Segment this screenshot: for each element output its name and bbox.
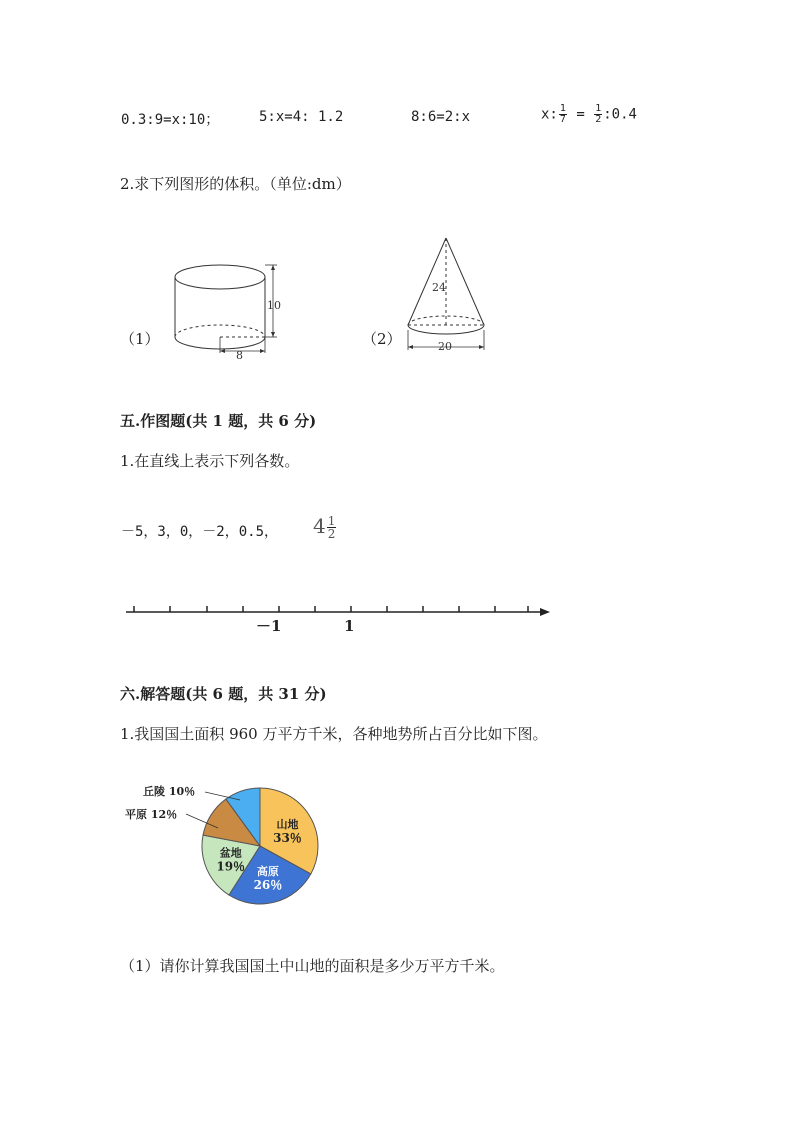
numbers-to-plot: －5，3，0，－2，0.5，	[121, 524, 279, 540]
mixed-number-whole: 4	[313, 514, 326, 538]
pie-label-value-0: 33％	[273, 830, 302, 845]
number-line-ticks	[134, 606, 528, 612]
mixed-number-fraction: $\frac{1}{2}$	[327, 514, 336, 541]
pie-label-name-2: 盆地	[219, 846, 242, 860]
number-line	[120, 600, 560, 640]
tick-label-neg1: －1	[256, 617, 282, 635]
ratio-problem-4	[541, 104, 637, 125]
figure-2-label: （2）	[362, 330, 402, 348]
cone-diameter-label: 20	[438, 340, 452, 353]
section-5-question-1: 1.在直线上表示下列各数。	[120, 452, 300, 470]
cylinder-height-label: 10	[267, 299, 281, 312]
pie-label-name-0: 山地	[276, 817, 299, 831]
pie-label-name-1: 高原	[256, 864, 279, 878]
ratio-problem-3: 8:6=2:x	[411, 109, 471, 125]
cone-figure	[400, 230, 495, 360]
ratio-problem-2: 5:x=4: 1.2	[259, 109, 344, 125]
fraction-one-half: $\frac{1}{2}$	[595, 103, 602, 125]
section-6-title: 六.解答题(共 6 题，共 31 分)	[120, 685, 327, 703]
cone-height-label: 24	[432, 281, 446, 294]
ratio-problem-4-equals: =	[567, 106, 594, 123]
pie-label-value-2: 19％	[216, 859, 246, 874]
ratio-problem-1: 0.3:9=x:10；	[121, 112, 220, 128]
terrain-pie-chart	[100, 770, 360, 920]
section-6-question-1: 1.我国国土面积 960 万平方千米，各种地势所占百分比如下图。	[120, 725, 548, 743]
cylinder-figure	[165, 255, 290, 365]
ratio-problem-4-prefix: x:	[541, 106, 558, 123]
cylinder-radius-label: 8	[236, 349, 243, 362]
fraction-one-seventh: $\frac{1}{7}$	[559, 103, 566, 125]
pie-label-value-1: 26％	[253, 877, 283, 892]
figure-1-label: （1）	[120, 330, 160, 348]
ratio-problem-4-suffix: :0.4	[603, 106, 637, 123]
tick-label-pos1: 1	[344, 617, 355, 635]
mixed-number	[313, 514, 337, 540]
section-5-title: 五.作图题(共 1 题，共 6 分)	[120, 412, 317, 430]
section-6-subquestion-1: （1）请你计算我国国土中山地的面积是多少万平方千米。	[120, 957, 505, 975]
arrow-right-icon	[540, 608, 550, 616]
outer-label-hill: 丘陵 10％	[143, 785, 196, 798]
outer-label-plain: 平原 12％	[125, 808, 178, 821]
volume-question: 2.求下列图形的体积。（单位:dm）	[120, 175, 351, 193]
